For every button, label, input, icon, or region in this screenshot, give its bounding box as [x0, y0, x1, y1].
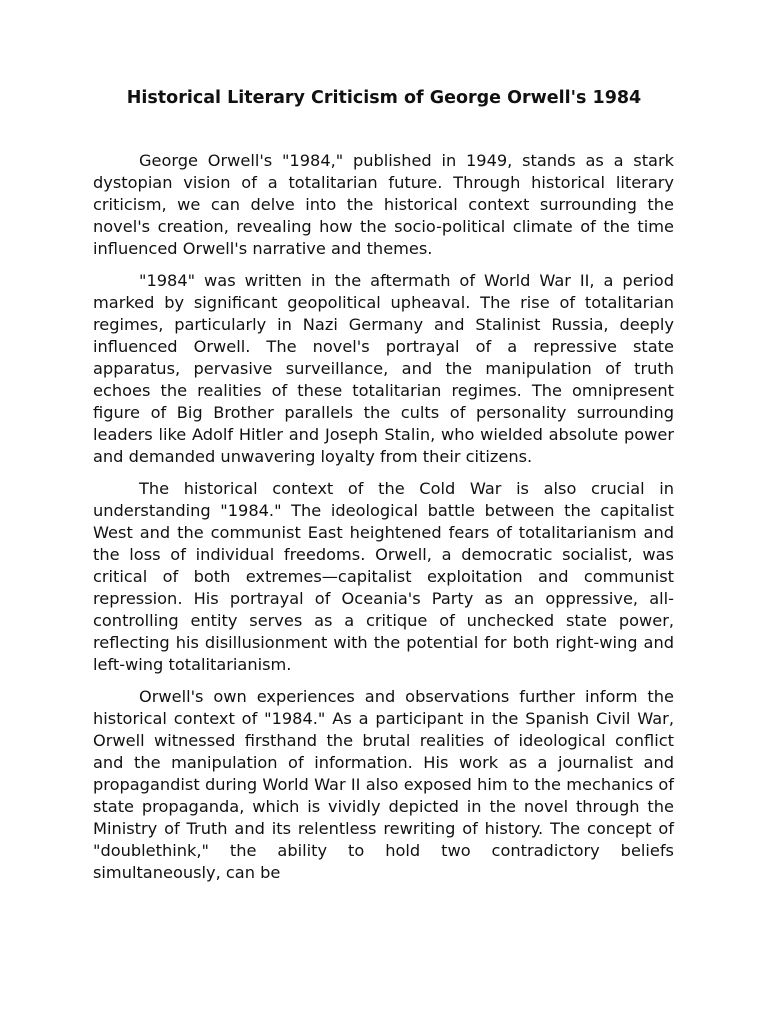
document-title: Historical Literary Criticism of George Orwell's 1984 — [126, 88, 642, 108]
paragraph-2: "1984" was written in the aftermath of World War II, a period marked by significant geopolitical upheaval. The rise of totalitarian regimes, particularly in Nazi Germany and Stalinist Russia, deeply influenced Orwell. The novel's portrayal of a repressive state apparatus, pervasive surveillance, and the manipulation of truth echoes the realities of these totalitarian regimes. The omnipresent figure of Big Brother parallels the cults of personality surrounding leaders like Adolf Hitler and Joseph Stalin, who wielded absolute power and demanded unwavering loyalty from their citizens. — [93, 271, 674, 466]
paragraph-1: George Orwell's "1984," published in 1949, stands as a stark dystopian vision of a totalitarian future. Through historical literary criticism, we can delve into the historical context surrounding the novel's creation, revealing how the socio-political climate of the time influenced Orwell's narrative and themes. — [93, 151, 674, 258]
paragraph-4: Orwell's own experiences and observations further inform the historical context of "1984." As a participant in the Spanish Civil War, Orwell witnessed firsthand the brutal realities of ideological conflict and the manipulation of information. His work as a journalist and propagandist during World War II also exposed him to the mechanics of state propaganda, which is vividly depicted in the novel through the Ministry of Truth and its relentless rewriting of history. The concept of "doublethink," the ability to hold two contradictory beliefs simultaneously, can be — [93, 687, 674, 882]
document-body — [93, 150, 674, 894]
paragraph-3: The historical context of the Cold War is also crucial in understanding "1984." The ideological battle between the capitalist West and the communist East heightened fears of totalitarianism and the loss of individual freedoms. Orwell, a democratic socialist, was critical of both extremes—capitalist exploitation and communist repression. His portrayal of Oceania's Party as an oppressive, all-controlling entity serves as a critique of unchecked state power, reflecting his disillusionment with the potential for both right-wing and left-wing totalitarianism. — [93, 479, 674, 674]
